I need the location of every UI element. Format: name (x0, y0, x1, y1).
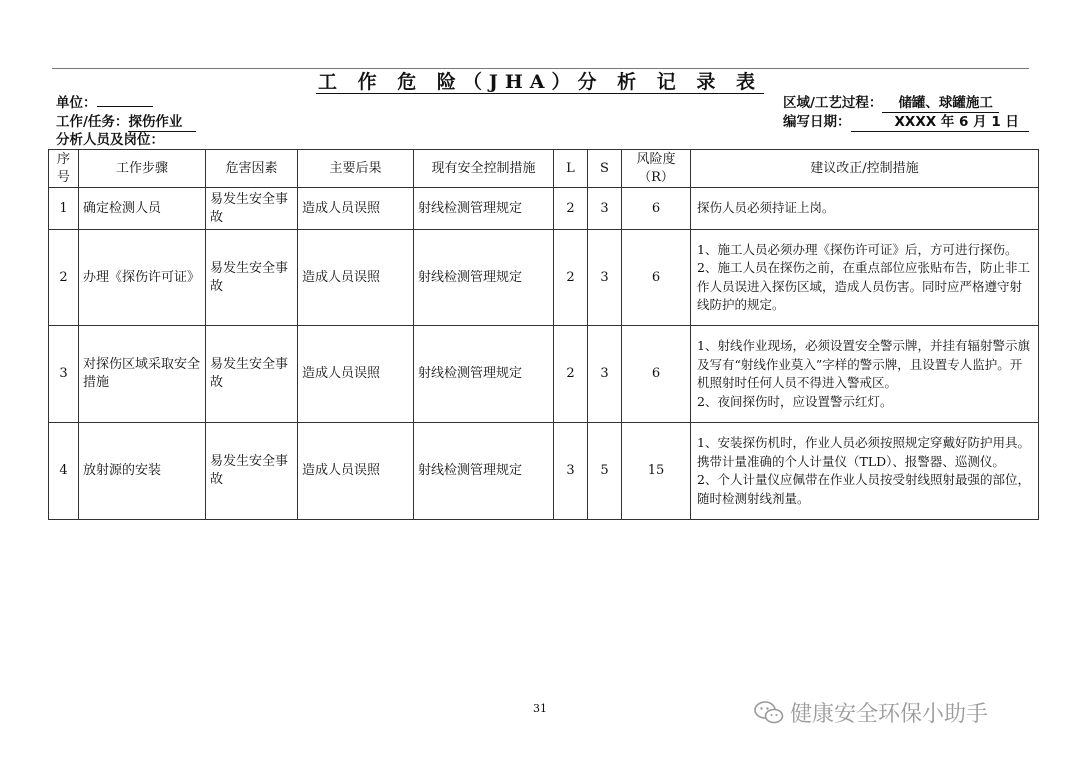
cell-control: 射线检测管理规定 (414, 423, 554, 520)
unit-value (97, 106, 153, 107)
cell-s: 5 (588, 423, 622, 520)
cell-seq: 1 (49, 188, 79, 230)
col-header-l: L (554, 150, 588, 188)
cell-control: 射线检测管理规定 (414, 230, 554, 326)
table-header-row (49, 150, 1039, 188)
task-label: 工作/任务： (56, 114, 129, 130)
task-field (56, 113, 196, 132)
cell-hazard: 易发生安全事故 (206, 188, 298, 230)
top-rule (52, 68, 1029, 69)
cell-l: 2 (554, 326, 588, 423)
col-header-measures: 建议改正/控制措施 (691, 150, 1039, 188)
col-header-risk-line1: 风险度 (636, 151, 676, 167)
page-number: 31 (533, 702, 547, 715)
cell-step: 确定检测人员 (79, 188, 206, 230)
measure-line: 1、安装探伤机时，作业人员必须按照规定穿戴好防护用具。携带计量准确的个人计量仪（TLD）、报警器、巡测仪。 (697, 435, 1030, 469)
date-value: XXXX 年 6 月 1 日 (851, 113, 1029, 132)
page-title (0, 70, 1080, 94)
measure-line: 探伤人员必须持证上岗。 (697, 200, 835, 216)
measure-line: 1、施工人员必须办理《探伤许可证》后，方可进行探伤。 (697, 241, 1018, 257)
col-header-seq-line2: 号 (56, 169, 70, 185)
cell-seq: 4 (49, 423, 79, 520)
cell-measures (691, 230, 1039, 326)
area-field (783, 94, 999, 113)
cell-hazard: 易发生安全事故 (206, 326, 298, 423)
cell-l: 2 (554, 188, 588, 230)
cell-measures (691, 326, 1039, 423)
table-row (49, 423, 1039, 520)
watermark (754, 697, 988, 728)
measure-line: 2、夜间探伤时，应设置警示红灯。 (697, 393, 893, 409)
cell-l: 3 (554, 423, 588, 520)
cell-consequence: 造成人员误照 (298, 326, 414, 423)
cell-measures (691, 188, 1039, 230)
col-header-control: 现有安全控制措施 (414, 150, 554, 188)
col-header-hazard: 危害因素 (206, 150, 298, 188)
cell-hazard: 易发生安全事故 (206, 230, 298, 326)
table-row (49, 326, 1039, 423)
measure-line: 1、射线作业现场，必须设置安全警示牌，并挂有辐射警示旗及写有“射线作业莫入”字样的警示牌，且设置专人监护。开机照射时任何人员不得进入警戒区。 (697, 338, 1030, 390)
date-field (783, 113, 1029, 132)
col-header-seq (49, 150, 79, 188)
cell-step: 办理《探伤许可证》 (79, 230, 206, 326)
cell-seq: 3 (49, 326, 79, 423)
col-header-risk-line2: （R） (638, 169, 674, 185)
measure-line: 2、个人计量仪应佩带在作业人员按受射线照射最强的部位，随时检测射线剂量。 (697, 472, 1030, 506)
col-header-s: S (588, 150, 622, 188)
col-header-risk (622, 150, 691, 188)
area-value: 储罐、球罐施工 (882, 94, 999, 113)
date-label: 编写日期： (783, 114, 851, 130)
wechat-icon (754, 700, 784, 726)
table-row (49, 188, 1039, 230)
cell-l: 2 (554, 230, 588, 326)
cell-s: 3 (588, 230, 622, 326)
col-header-seq-line1: 序 (56, 151, 70, 167)
analyst-label: 分析人员及岗位： (56, 132, 164, 148)
cell-control: 射线检测管理规定 (414, 188, 554, 230)
col-header-step: 工作步骤 (79, 150, 206, 188)
col-header-consequence: 主要后果 (298, 150, 414, 188)
cell-consequence: 造成人员误照 (298, 188, 414, 230)
watermark-text: 健康安全环保小助手 (790, 702, 989, 727)
page-title-text: 工 作 危 险（JHA）分 析 记 录 表 (318, 71, 762, 93)
cell-consequence: 造成人员误照 (298, 423, 414, 520)
cell-s: 3 (588, 188, 622, 230)
measure-line: 2、施工人员在探伤之前，在重点部位应张贴布告，防止非工作人员误进入探伤区域，造成人员伤害。同时应严格遵守射线防护的规定。 (697, 260, 1030, 312)
unit-label: 单位： (56, 95, 97, 111)
cell-step: 对探伤区域采取安全措施 (79, 326, 206, 423)
analyst-field (56, 131, 164, 149)
jha-table (48, 149, 1039, 520)
cell-hazard: 易发生安全事故 (206, 423, 298, 520)
cell-consequence: 造成人员误照 (298, 230, 414, 326)
table-row (49, 230, 1039, 326)
area-label: 区域/工艺过程： (783, 95, 883, 111)
cell-r: 15 (622, 423, 691, 520)
task-value: 探伤作业 (128, 113, 196, 132)
cell-control: 射线检测管理规定 (414, 326, 554, 423)
cell-measures (691, 423, 1039, 520)
cell-r: 6 (622, 326, 691, 423)
cell-step: 放射源的安装 (79, 423, 206, 520)
unit-field (56, 94, 153, 112)
cell-s: 3 (588, 326, 622, 423)
cell-seq: 2 (49, 230, 79, 326)
cell-r: 6 (622, 230, 691, 326)
cell-r: 6 (622, 188, 691, 230)
